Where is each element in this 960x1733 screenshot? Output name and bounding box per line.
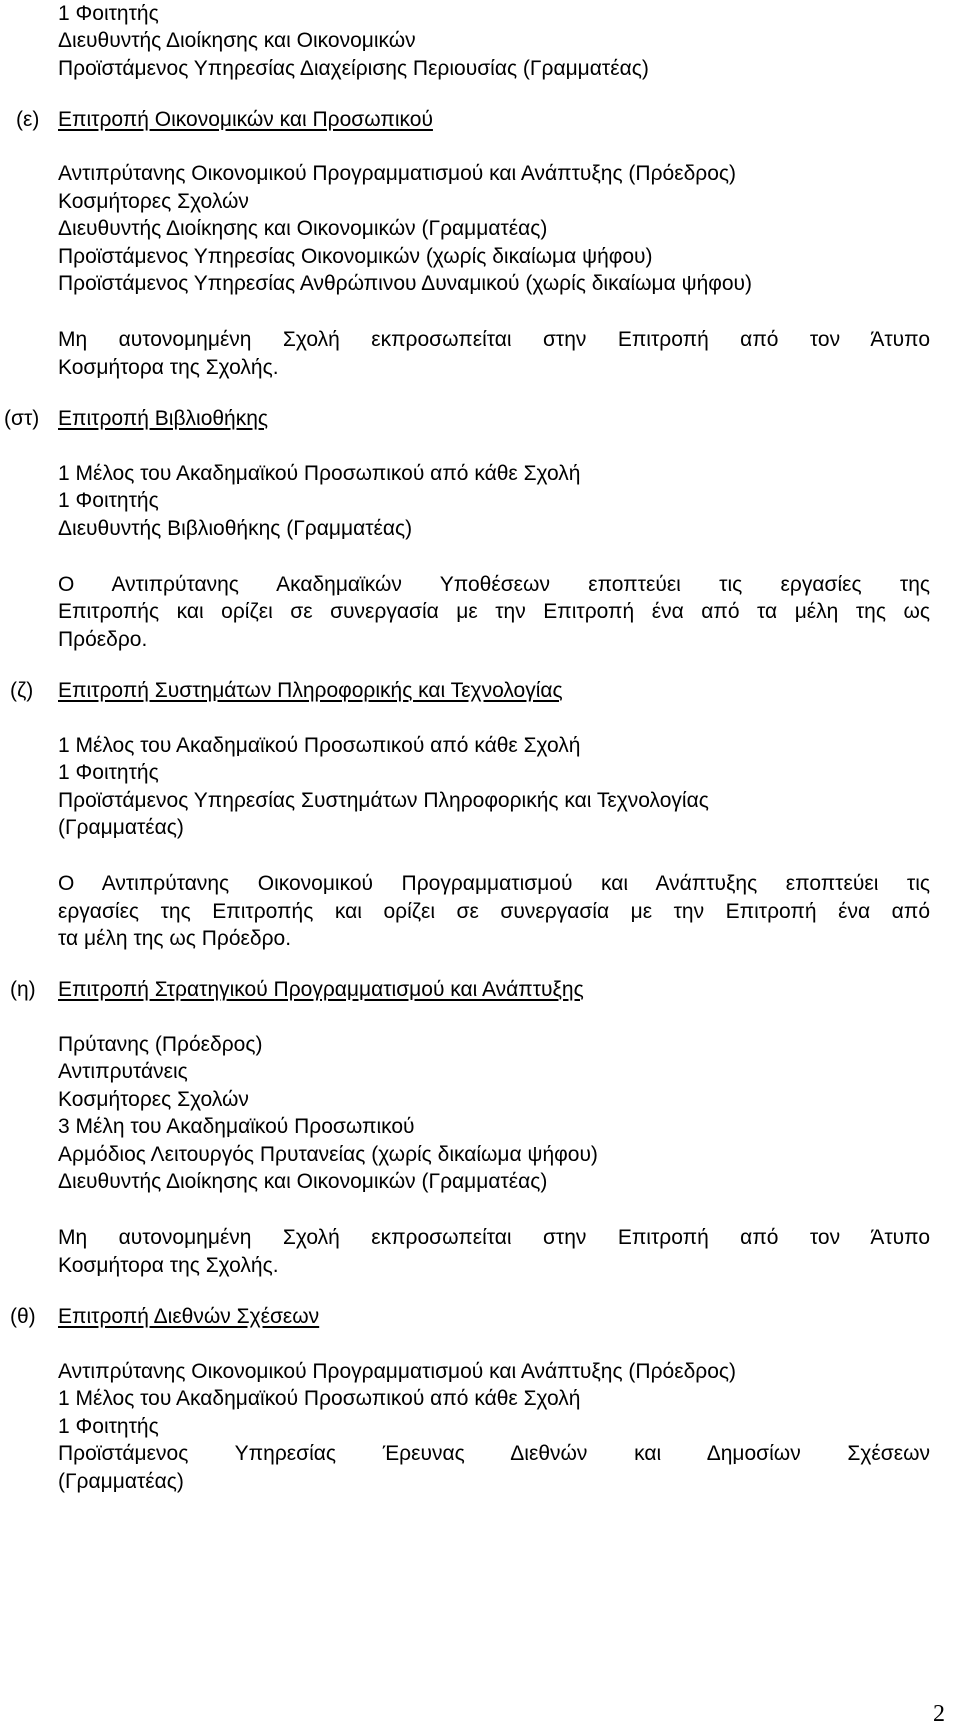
member-line: Προϊστάμενος Υπηρεσίας Συστημάτων Πληροφορικής και Τεχνολογίας xyxy=(58,789,709,812)
member-line: Προϊστάμενος Υπηρεσίας Οικονομικών (χωρίς δικαίωμα ψήφου) xyxy=(58,245,653,268)
member-line: Αντιπρύτανης Οικονομικού Προγραμματισμού και Ανάπτυξης (Πρόεδρος) xyxy=(58,162,736,185)
member-line: Αντιπρύτανης Οικονομικού Προγραμματισμού και Ανάπτυξης (Πρόεδρος) xyxy=(58,1360,736,1383)
note-line: Κοσμήτορα της Σχολής. xyxy=(58,356,279,379)
member-line: Διευθυντής Διοίκησης και Οικονομικών xyxy=(58,29,416,52)
page-number: 2 xyxy=(933,1701,945,1727)
section-label: (στ) xyxy=(4,407,40,430)
note-line: Επιτροπής και ορίζει σε συνεργασία με την Επιτροπή ένα από τα μέλη της ως xyxy=(58,600,930,623)
note-line: Μη αυτονομημένη Σχολή εκπροσωπείται στην Επιτροπή από τον Άτυπο xyxy=(58,328,930,351)
member-line: Κοσμήτορες Σχολών xyxy=(58,190,249,213)
member-line: Πρύτανης (Πρόεδρος) xyxy=(58,1033,263,1056)
member-line: 1 Μέλος του Ακαδημαϊκού Προσωπικού από κάθε Σχολή xyxy=(58,462,581,485)
member-line: Διευθυντής Διοίκησης και Οικονομικών (Γραμματέας) xyxy=(58,1170,548,1193)
member-line: 1 Φοιτητής xyxy=(58,1415,159,1438)
member-line: Διευθυντής Διοίκησης και Οικονομικών (Γραμματέας) xyxy=(58,217,548,240)
member-line: (Γραμματέας) xyxy=(58,1470,184,1493)
member-line: 1 Φοιτητής xyxy=(58,761,159,784)
member-line: Αντιπρυτάνεις xyxy=(58,1060,188,1083)
note-line: τα μέλη της ως Πρόεδρο. xyxy=(58,927,292,950)
member-line: 3 Μέλη του Ακαδημαϊκού Προσωπικού xyxy=(58,1115,415,1138)
section-label: (ζ) xyxy=(10,679,34,702)
member-line: Προϊστάμενος Υπηρεσίας Διαχείρισης Περιουσίας (Γραμματέας) xyxy=(58,57,649,80)
member-line: Κοσμήτορες Σχολών xyxy=(58,1088,249,1111)
section-label: (η) xyxy=(10,978,36,1001)
member-line: (Γραμματέας) xyxy=(58,816,184,839)
section-title: Επιτροπή Στρατηγικού Προγραμματισμού και Ανάπτυξης xyxy=(58,978,584,1001)
note-line: Πρόεδρο. xyxy=(58,628,148,651)
note-line: εργασίες της Επιτροπής και ορίζει σε συνεργασία με την Επιτροπή ένα από xyxy=(58,900,930,923)
section-title: Επιτροπή Διεθνών Σχέσεων xyxy=(58,1305,320,1328)
note-line: Μη αυτονομημένη Σχολή εκπροσωπείται στην Επιτροπή από τον Άτυπο xyxy=(58,1226,930,1249)
section-label: (ε) xyxy=(16,108,40,131)
member-line: 1 Μέλος του Ακαδημαϊκού Προσωπικού από κάθε Σχολή xyxy=(58,1387,581,1410)
member-line: 1 Φοιτητής xyxy=(58,2,159,25)
note-line: Κοσμήτορα της Σχολής. xyxy=(58,1254,279,1277)
section-title: Επιτροπή Συστημάτων Πληροφορικής και Τεχνολογίας xyxy=(58,679,563,702)
member-line: Διευθυντής Βιβλιοθήκης (Γραμματέας) xyxy=(58,517,413,540)
note-line: Ο Αντιπρύτανης Οικονομικού Προγραμματισμού και Ανάπτυξης εποπτεύει τις xyxy=(58,872,930,895)
member-line: 1 Φοιτητής xyxy=(58,489,159,512)
section-label: (θ) xyxy=(10,1305,36,1328)
member-line: Αρμόδιος Λειτουργός Πρυτανείας (χωρίς δικαίωμα ψήφου) xyxy=(58,1143,598,1166)
section-title: Επιτροπή Βιβλιοθήκης xyxy=(58,407,269,430)
note-line: Ο Αντιπρύτανης Ακαδημαϊκών Υποθέσεων εποπτεύει τις εργασίες της xyxy=(58,573,930,596)
member-line: Προϊστάμενος Υπηρεσίας Έρευνας Διεθνών και Δημοσίων Σχέσεων xyxy=(58,1442,930,1465)
section-title: Επιτροπή Οικονομικών και Προσωπικού xyxy=(58,108,433,131)
member-line: 1 Μέλος του Ακαδημαϊκού Προσωπικού από κάθε Σχολή xyxy=(58,734,581,757)
member-line: Προϊστάμενος Υπηρεσίας Ανθρώπινου Δυναμικού (χωρίς δικαίωμα ψήφου) xyxy=(58,272,753,295)
